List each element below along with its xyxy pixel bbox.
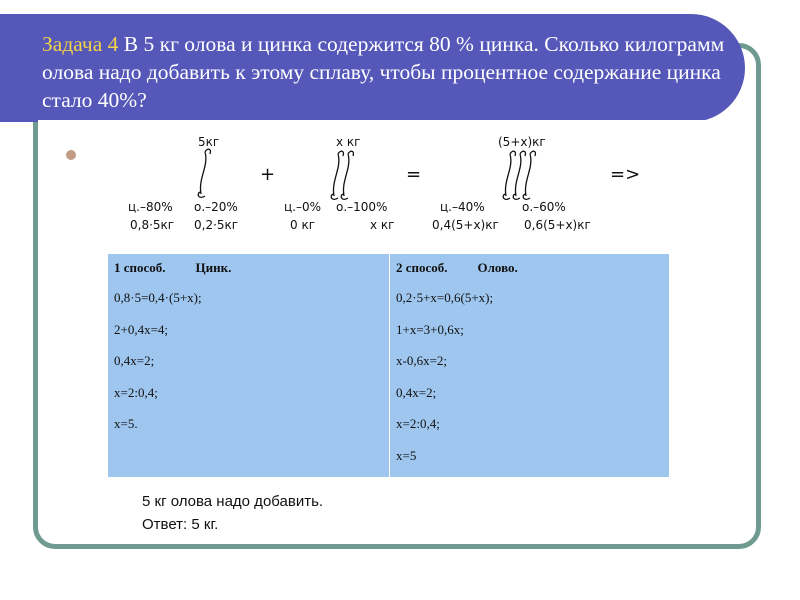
answer-final: Ответ: 5 кг. <box>142 516 219 533</box>
method1-line: х=5. <box>114 416 138 431</box>
method2-metal: Олово. <box>477 260 518 275</box>
alloy2-mass-label: х кг <box>336 135 361 149</box>
alloy3-tin-mass: 0,6(5+х)кг <box>524 218 591 232</box>
alloy3-mass-label: (5+х)кг <box>498 135 546 149</box>
method2-line: 0,4х=2; <box>396 384 437 400</box>
alloy2-zinc-mass: 0 кг <box>290 218 316 232</box>
problem-text: В 5 кг олова и цинка содержится 80 % цинка. Сколько килограмм олова надо добавить к этому сплаву, чтобы процентное содержание цинка стало 40%? <box>42 32 725 112</box>
alloy2-tin-mass: х кг <box>370 218 395 232</box>
method2-cell <box>390 254 670 478</box>
alloy2-zinc-pct: ц.–0% <box>284 200 322 214</box>
method1-line: 0,4х=2; <box>114 353 155 368</box>
alloy3-tin-pct: о.–60% <box>522 200 566 214</box>
method2-line: х-0,6х=2; <box>396 353 448 368</box>
solution-table <box>107 253 670 478</box>
alloy1-zinc-mass: 0,8·5кг <box>130 218 175 232</box>
implies-arrow: => <box>610 164 641 185</box>
integral-3c-sign <box>523 151 535 199</box>
integral-3b-sign <box>513 151 525 199</box>
equals-sign: = <box>406 164 422 185</box>
title-banner <box>0 14 745 122</box>
method2-line: 0,2·5+х=0,6(5+х); <box>396 290 494 305</box>
method1-cell <box>108 254 390 478</box>
alloy1-mass-label: 5кг <box>198 135 220 149</box>
plus-sign: + <box>260 164 276 185</box>
integral-1-sign <box>198 149 210 197</box>
integral-3a-sign <box>503 151 515 199</box>
method2-line: х=2:0,4; <box>396 416 440 431</box>
alloy2-tin-pct: о.–100% <box>336 200 388 214</box>
method2-title: 2 способ. <box>396 260 448 275</box>
bullet-point <box>66 150 76 160</box>
integral-2a-sign <box>331 151 343 199</box>
method1-line: 0,8·5=0,4·(5+х); <box>114 290 202 305</box>
answer-block <box>142 490 323 536</box>
method1-line: 2+0,4х=4; <box>114 321 169 337</box>
method2-line: х=5 <box>396 447 417 463</box>
method1-metal: Цинк. <box>195 260 232 275</box>
integral-2b-sign <box>341 151 353 199</box>
task-label: Задача 4 <box>42 32 119 56</box>
slide-title <box>42 30 732 114</box>
method1-header <box>114 258 389 288</box>
method2-line: 1+х=3+0,6х; <box>396 321 464 337</box>
alloy-diagram <box>110 128 670 240</box>
alloy1-tin-pct: о.–20% <box>194 200 238 214</box>
method1-line: х=2:0,4; <box>114 384 158 400</box>
alloy1-zinc-pct: ц.–80% <box>128 200 173 214</box>
alloy1-tin-mass: 0,2·5кг <box>194 218 239 232</box>
alloy3-zinc-mass: 0,4(5+х)кг <box>432 218 499 232</box>
method1-title: 1 способ. <box>114 260 166 275</box>
method2-header <box>396 258 669 288</box>
answer-statement: 5 кг олова надо добавить. <box>142 493 324 510</box>
alloy3-zinc-pct: ц.–40% <box>440 200 485 214</box>
title-underline <box>38 120 708 122</box>
